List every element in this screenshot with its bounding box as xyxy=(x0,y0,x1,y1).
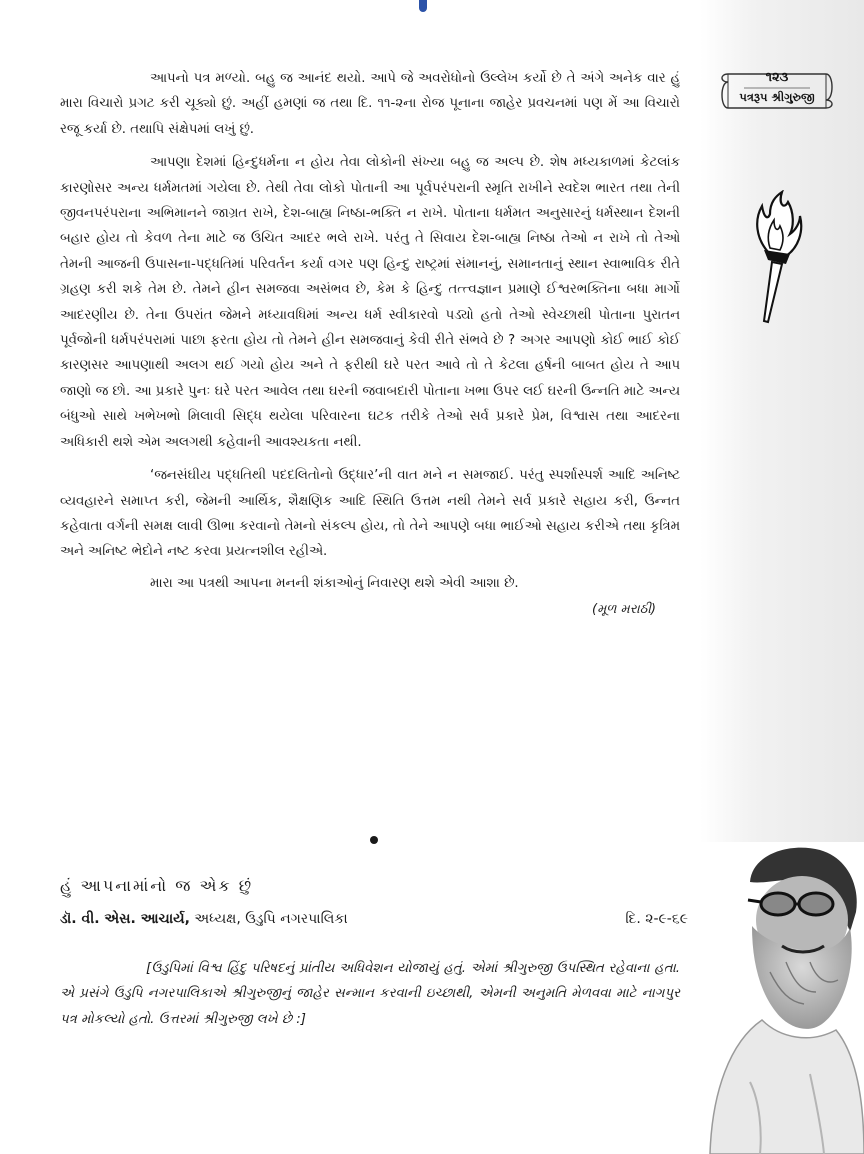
section-bullet xyxy=(370,836,378,844)
letter-body xyxy=(60,66,680,622)
paragraph: આપનો પત્ર મળ્યો. બહુ જ આનંદ થયો. આપે જે અવરોધોનો ઉલ્લેખ કર્યો છે તે અંગે અનેક વાર હું મારા વિચારો પ્રગટ કરી ચૂક્યો છું. અહીં હમણાં જ તથા દિ. ૧૧-૨ના રોજ પૂનાના જાહેર પ્રવચનમાં પણ મેં આ વિચારો રજૂ કર્યા છે. તથાપિ સંક્ષેપમાં લખું છું. xyxy=(60,71,680,137)
page-number: ૧૨૩ xyxy=(765,70,789,85)
source-note: (મૂળ મરાઠી) xyxy=(592,602,656,618)
letter-meta xyxy=(60,911,688,937)
page-badge xyxy=(714,68,840,114)
paragraph: આપણા દેશમાં હિન્દુધર્મના ન હોય તેવા લોકોની સંખ્યા બહુ જ અલ્પ છે. શેષ મધ્યકાળમાં કેટલાંક કારણોસર અન્ય ધર્મમતમાં ગયેલા છે. તેથી તેવા લોકો પોતાની આ પૂર્વપરંપરાની સ્મૃતિ રાખીને સ્વદેશ ભારત તથા તેની જીવનપરંપરાના અભિમાનને જાગ્રત રાખે, દેશ-બાહ્ય નિષ્ઠા-ભક્તિ ન રાખે. પોતાના ધર્મમત અનુસારનું ધર્મસ્થાન દેશની બહાર હોય તો કેવળ તેના માટે જ ઉચિત આદર ભલે રાખે. પરંતુ તે સિવાય દેશ-બાહ્ય નિષ્ઠા તેઓ ન રાખે તો તેઓ તેમની આજની ઉપાસના-પદ્ધતિમાં પરિવર્તન કર્યા વગર પણ હિન્દુ રાષ્ટ્રમાં સંમાનનું, સમાનતાનું સ્થાન સ્વાભાવિક રીતે ગ્રહણ કરી શકે તેમ છે. તેમને હીન સમજવા અસંભવ છે, કેમ કે હિન્દુ તત્ત્વજ્ઞાન પ્રમાણે ઈશ્વરભક્તિના બધા માર્ગો આદરણીય છે. તેના ઉપરાંત જેમને મધ્યાવધિમાં અન્ય ધર્મ સ્વીકારવો પડ્યો હતો તેઓ સ્વેચ્છાથી પોતાના પુરાતન પૂર્વજોની ધર્મપરંપરામાં પાછા ફરતા હોય તો તેમને હીન સમજવાનું કેવી રીતે સંભવે છે ? અગર આપણો કોઈ ભાઈ કોઈ કારણસર આપણાથી અલગ થઈ ગયો હોય અને તે ફરીથી ઘરે પરત આવે તો તે કેટલા હર્ષની બાબત હોય તે આપ જાણો જ છો. આ પ્રકારે પુનઃ ઘરે પરત આવેલ તથા ઘરની જવાબદારી પોતાના ખભા ઉપર લઈ ઘરની ઉન્નતિ માટે અન્ય બંધુઓ સાથે ખભેખભો મિલાવી સિદ્ધ થયેલા પરિવારના ઘટક તરીકે તેઓ સર્વ પ્રકારે પ્રેમ, વિશ્વાસ તથા આદરના અધિકારી થશે એમ અલગથી કહેવાની આવશ્યકતા નથી. xyxy=(60,155,680,450)
torch-icon xyxy=(746,190,806,330)
portrait-photo xyxy=(690,842,864,1154)
recipient-detail: અધ્યક્ષ, ઉડુપિ નગરપાલિકા xyxy=(189,911,348,927)
paragraph: ‘જનસંઘીય પદ્ધતિથી પદદલિતોનો ઉદ્ધાર’ની વાત મને ન સમજાઈ. પરંતુ સ્પર્શાસ્પર્શ આદિ અનિષ્ટ વ્યવહારને સમાપ્ત કરી, જેમની આર્થિક, શૈક્ષણિક આદિ સ્થિતિ ઉત્તમ નથી તેમને સર્વ પ્રકારે સહાય કરી, ઉન્નત કહેવાતા વર્ગની સમક્ષ લાવી ઊભા કરવાનો તેમનો સંકલ્પ હોય, તો તેને આપણે બધા ભાઈઓ સહાય કરીએ તથા કૃત્રિમ અને અનિષ્ટ ભેદોને નષ્ટ કરવા પ્રયત્નશીલ રહીએ. xyxy=(60,468,680,560)
letter-date: દિ. ૨-૯-૬૯ xyxy=(625,911,688,927)
letter-title: હું આપનામાંનો જ એક છું xyxy=(60,876,254,895)
context-note: [ઉડુપિમાં વિશ્વ હિંદુ પરિષદનું પ્રાંતીય અધિવેશન યોજાયું હતું. એમાં શ્રીગુરુજી ઉપસ્થિત રહેવાના હતા. એ પ્રસંગે ઉડુપિ નગરપાલિકાએ શ્રીગુરુજીનું જાહેર સન્માન કરવાની ઇચ્છાથી, એમની અનુમતિ મેળવવા માટે નાગપુર પત્ર મોકલ્યો હતો. ઉત્તરમાં શ્રીગુરુજી લખે છે :] xyxy=(60,961,680,1027)
top-decoration xyxy=(419,0,427,12)
paragraph: મારા આ પત્રથી આપના મનની શંકાઓનું નિવારણ થશે એવી આશા છે. xyxy=(150,575,519,591)
recipient xyxy=(60,911,348,927)
recipient-name: ડૉ. વી. એસ. આચાર્ય, xyxy=(60,911,190,927)
running-title: પત્રરૂપ શ્રીગુરુજી xyxy=(739,90,815,104)
